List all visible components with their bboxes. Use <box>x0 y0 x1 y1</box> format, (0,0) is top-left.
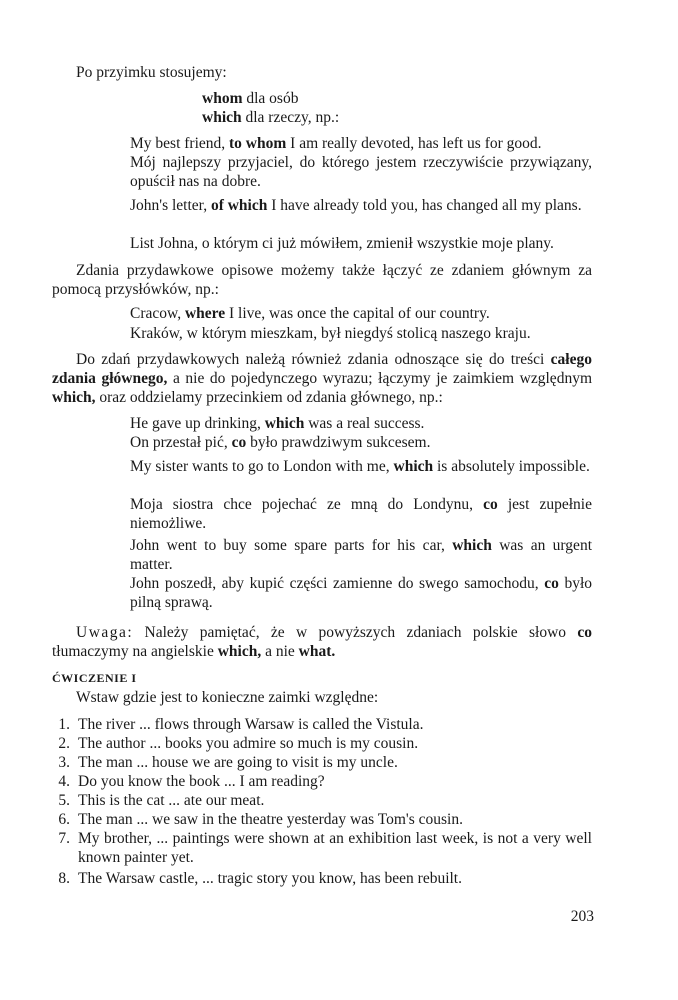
pronoun-whom <box>202 89 298 108</box>
exercise-item: 5. This is the cat ... ate our meat. <box>58 792 265 809</box>
example-whom-en: My best friend, to whom I am really devoted, has left us for good. <box>130 135 542 152</box>
paragraph-clause: Do zdań przydawkowych należą również zdania odnoszące się do treści całego zdania głównego, a nie do pojedynczego wyrazu; łączymy je zaimkiem względnym which, oraz oddzielamy przecinkiem od zdania głównego, np.: <box>52 351 592 406</box>
example-london-pl: Moja siostra chce pojechać ze mną do Londynu, co jest zupełnie niemożliwe. <box>130 496 592 532</box>
example-london-en: My sister wants to go to London with me, which is absolutely impossible. <box>130 458 590 475</box>
exercise-item: 6. The man ... we saw in the theatre yesterday was Tom's cousin. <box>58 811 463 828</box>
pronoun-desc: dla osób <box>246 90 299 107</box>
exercise-instruction: Wstaw gdzie jest to konieczne zaimki względne: <box>76 689 379 706</box>
example-where-en: Cracow, where I live, was once the capital of our country. <box>130 305 490 322</box>
exercise-item: 3. The man ... house we are going to visit is my uncle. <box>58 754 398 771</box>
pronoun-word: whom <box>202 90 243 107</box>
exercise-heading: ĆWICZENIE I <box>52 671 137 685</box>
note-label: Uwaga: <box>76 624 134 641</box>
intro-text: Po przyimku stosujemy: <box>76 64 227 81</box>
example-which-pl: List Johna, o którym ci już mówiłem, zmienił wszystkie moje plany. <box>130 235 554 252</box>
pronoun-desc: dla rzeczy, np.: <box>245 109 340 126</box>
example-car-pl: John poszedł, aby kupić części zamienne do swego samochodu, co było pilną sprawą. <box>130 575 592 611</box>
exercise-item: 1. The river ... flows through Warsaw is called the Vistula. <box>58 716 424 733</box>
example-drinking-pl: On przestał pić, co było prawdziwym sukcesem. <box>130 434 431 451</box>
exercise-item: 4. Do you know the book ... I am reading? <box>58 773 325 790</box>
page-number: 203 <box>570 908 594 925</box>
example-drinking-en: He gave up drinking, which was a real success. <box>130 415 425 432</box>
example-car-en: John went to buy some spare parts for his car, which was an urgent matter. <box>130 537 592 573</box>
exercise-item: 7. My brother, ... paintings were shown at an exhibition last week, is not a very well known painter yet. <box>58 830 592 866</box>
pronoun-which <box>202 108 339 127</box>
pronoun-word: which <box>202 109 242 126</box>
example-which-en: John's letter, of which I have already told you, has changed all my plans. <box>130 197 582 214</box>
note-paragraph: Uwaga: Należy pamiętać, że w powyższych zdaniach polskie słowo co tłumaczymy na angielskie which, a nie what. <box>52 624 592 660</box>
exercise-item: 8. The Warsaw castle, ... tragic story you know, has been rebuilt. <box>58 870 462 887</box>
exercise-item: 2. The author ... books you admire so much is my cousin. <box>58 735 419 752</box>
example-where-pl: Kraków, w którym mieszkam, był niegdyś stolicą naszego kraju. <box>130 325 531 342</box>
paragraph-adverbs: Zdania przydawkowe opisowe możemy także łączyć ze zdaniem głównym za pomocą przysłówków, np.: <box>52 262 592 298</box>
example-whom-pl: Mój najlepszy przyjaciel, do którego jestem rzeczywiście przywiązany, opuścił nas na dobre. <box>130 154 592 190</box>
